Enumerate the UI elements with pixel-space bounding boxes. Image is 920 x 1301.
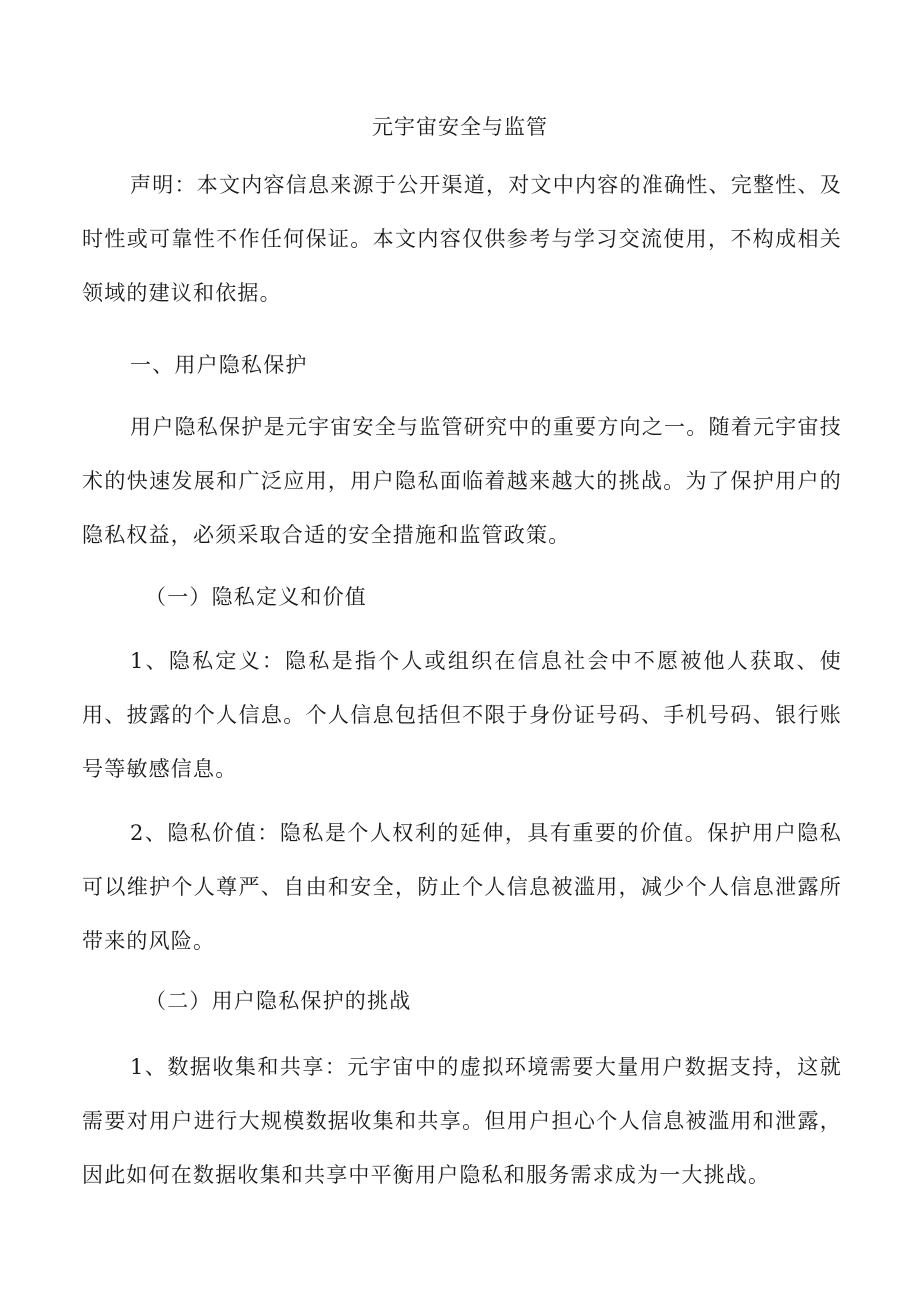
disclaimer-paragraph: 声明：本文内容信息来源于公开渠道，对文中内容的准确性、完整性、及时性或可靠性不作任何保证。本文内容仅供参考与学习交流使用，不构成相关领域的建议和依据。 (82, 173, 842, 305)
subsection-heading-definition-value: （一）隐私定义和价值 (145, 585, 367, 609)
document-title: 元宇宙安全与监管 (372, 115, 548, 139)
section-intro-paragraph: 用户隐私保护是元宇宙安全与监管研究中的重要方向之一。随着元宇宙技术的快速发展和广泛应用，用户隐私面临着越来越大的挑战。为了保护用户的隐私权益，必须采取合适的安全措施和监管政策。 (82, 415, 842, 547)
privacy-definition-paragraph: 1、隐私定义：隐私是指个人或组织在信息社会中不愿被他人获取、使用、披露的个人信息。个人信息包括但不限于身份证号码、手机号码、银行账号等敏感信息。 (82, 649, 842, 781)
data-collection-sharing-paragraph: 1、数据收集和共享：元宇宙中的虚拟环境需要大量用户数据支持，这就需要对用户进行大规模数据收集和共享。但用户担心个人信息被滥用和泄露，因此如何在数据收集和共享中平衡用户隐私和服务需求成为一大挑战。 (82, 1055, 842, 1187)
section-heading-user-privacy: 一、用户隐私保护 (130, 353, 308, 377)
privacy-value-paragraph: 2、隐私价值：隐私是个人权利的延伸，具有重要的价值。保护用户隐私可以维护个人尊严、自由和安全，防止个人信息被滥用，减少个人信息泄露所带来的风险。 (82, 821, 842, 953)
subsection-heading-challenges: （二）用户隐私保护的挑战 (145, 989, 412, 1013)
